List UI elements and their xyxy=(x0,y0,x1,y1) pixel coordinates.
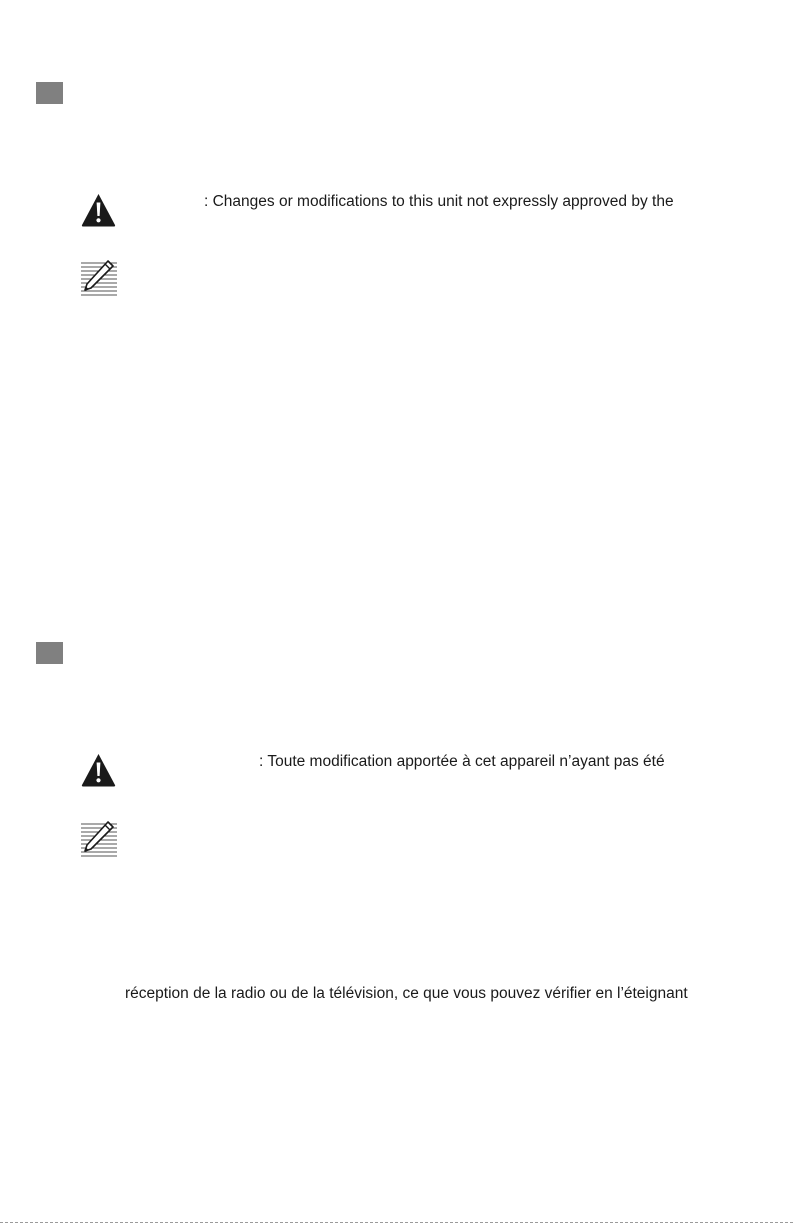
caution-text: : Toute modification apportée à cet appareil n’ayant pas été xyxy=(259,753,665,770)
caution-text: : Changes or modifications to this unit not expressly approved by the xyxy=(204,193,674,210)
reception-text: réception de la radio ou de la télévision, ce que vous pouvez vérifier en l’éteignant xyxy=(125,985,688,1002)
page-bottom-rule xyxy=(0,1222,793,1223)
note-pencil-icon xyxy=(80,820,118,859)
warning-icon xyxy=(80,192,117,228)
note-pencil-icon xyxy=(80,259,118,298)
section-marker-english xyxy=(36,82,63,104)
section-marker-french xyxy=(36,642,63,664)
warning-icon xyxy=(80,752,117,788)
